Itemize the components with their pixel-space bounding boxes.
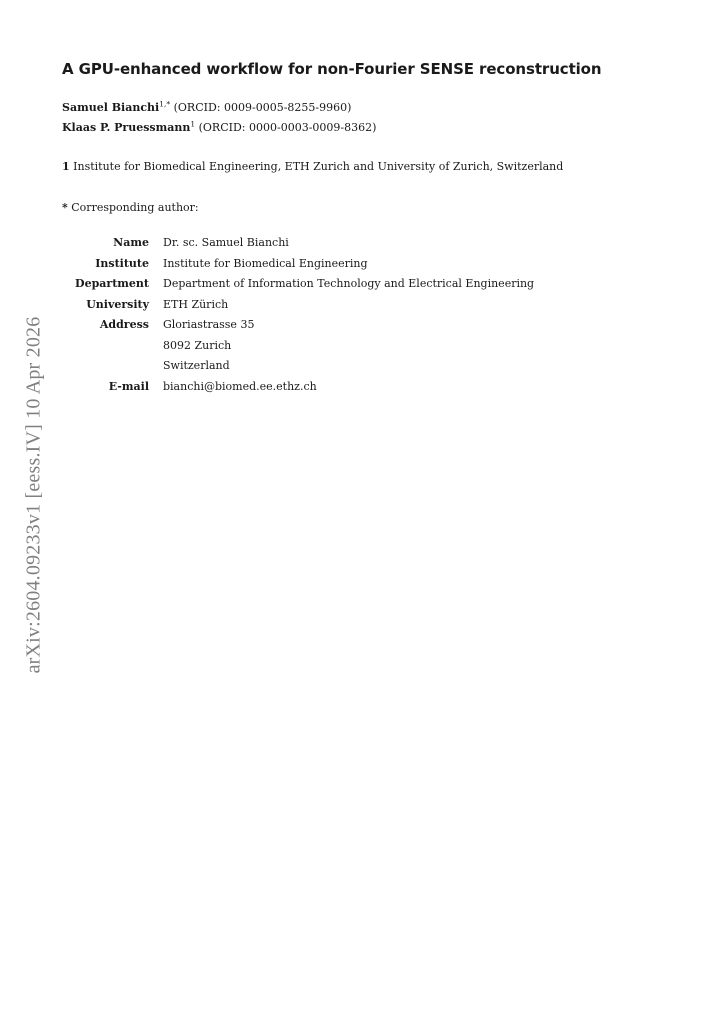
contact-value: bianchi@biomed.ee.ethz.ch [163,379,317,393]
contact-row-name [62,236,534,257]
author-name: Klaas P. Pruessmann [62,121,191,134]
contact-row-address-country [62,359,534,380]
contact-label: Name [113,236,149,249]
contact-row-address [62,318,534,339]
contact-row-address-city [62,339,534,360]
affiliation [62,160,563,173]
contact-label: Institute [95,256,149,270]
contact-value: Department of Information Technology and Electrical Engineering [163,277,535,290]
author-orcid: (ORCID: 0000-0003-0009-8362) [198,121,377,134]
author-entry [62,118,376,138]
contact-row-department [62,277,534,298]
affiliation-text: Institute for Biomedical Engineering, ETH Zurich and University of Zurich, Switzerland [73,160,564,173]
author-affiliation-marker: 1,* [159,99,171,109]
contact-row-university [62,298,534,319]
contact-label: E-mail [108,379,149,393]
contact-value: Gloriastrasse 35 [163,318,255,331]
contact-label: Address [99,318,149,331]
contact-label: Department [75,277,149,290]
contact-table [62,236,534,400]
contact-value: Dr. sc. Samuel Bianchi [163,236,289,249]
affiliation-number: 1 [62,160,70,173]
corresponding-label: Corresponding author: [71,201,199,214]
contact-details [62,236,534,400]
arxiv-identifier-stamp: arXiv:2604.09233v1 [eess.IV] 10 Apr 2026 [22,316,45,674]
author-orcid: (ORCID: 0009-0005-8255-9960) [173,101,352,114]
contact-row-email [62,380,534,401]
contact-label [62,359,163,380]
corresponding-marker: * [62,201,68,214]
contact-value: 8092 Zurich [163,338,232,352]
contact-label: University [86,297,149,311]
author-name: Samuel Bianchi [62,101,160,114]
corresponding-author-heading [62,201,199,214]
contact-value: ETH Zürich [163,297,229,311]
contact-value: Switzerland [163,359,230,372]
contact-row-institute [62,257,534,278]
author-entry [62,98,376,118]
author-list [62,98,376,138]
author-affiliation-marker: 1 [190,119,196,129]
contact-value: Institute for Biomedical Engineering [163,256,368,270]
contact-label [62,339,163,360]
paper-title: A GPU-enhanced workflow for non-Fourier SENSE reconstruction [62,60,602,78]
